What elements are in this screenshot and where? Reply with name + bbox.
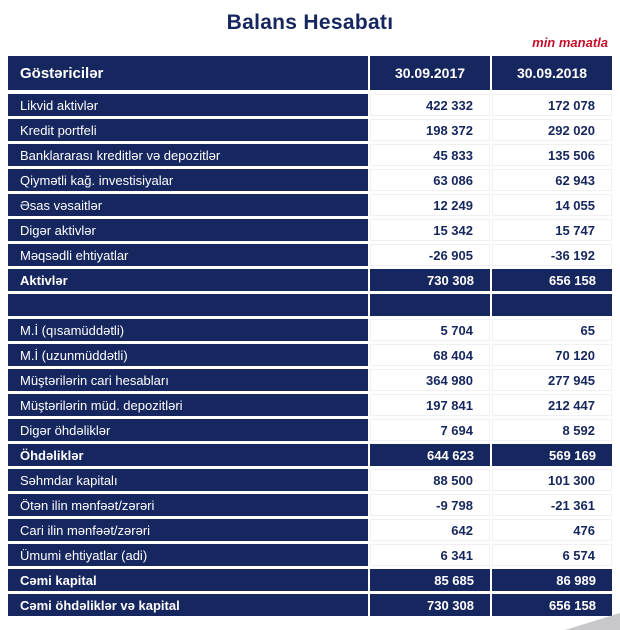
value-2017: 45 833 bbox=[370, 144, 490, 166]
value-2017: -9 798 bbox=[370, 494, 490, 516]
row-label: Ümumi ehtiyatlar (adi) bbox=[8, 544, 368, 566]
value-2017: 85 685 bbox=[370, 569, 490, 591]
value-2017: 364 980 bbox=[370, 369, 490, 391]
value-2018: -36 192 bbox=[492, 244, 612, 266]
table-header-row bbox=[8, 56, 612, 90]
value-2018: 6 574 bbox=[492, 544, 612, 566]
value-2018: 172 078 bbox=[492, 94, 612, 116]
value-2018: 656 158 bbox=[492, 269, 612, 291]
value-2018: 14 055 bbox=[492, 194, 612, 216]
table-row bbox=[8, 494, 612, 516]
table-row bbox=[8, 344, 612, 366]
row-label: M.İ (uzunmüddətli) bbox=[8, 344, 368, 366]
table-row bbox=[8, 169, 612, 191]
table-row bbox=[8, 119, 612, 141]
value-2018: 8 592 bbox=[492, 419, 612, 441]
row-label: Səhmdar kapitalı bbox=[8, 469, 368, 491]
value-2017: 15 342 bbox=[370, 219, 490, 241]
value-2018: 65 bbox=[492, 319, 612, 341]
value-2017: 7 694 bbox=[370, 419, 490, 441]
row-label: Cəmi öhdəliklər və kapital bbox=[8, 594, 368, 616]
row-label: Kredit portfeli bbox=[8, 119, 368, 141]
row-label: Ötən ilin mənfəət/zərəri bbox=[8, 494, 368, 516]
total-row bbox=[8, 569, 612, 591]
table-row bbox=[8, 369, 612, 391]
value-2017: 6 341 bbox=[370, 544, 490, 566]
header-date-2018: 30.09.2018 bbox=[492, 56, 612, 90]
row-label: Cari ilin mənfəət/zərəri bbox=[8, 519, 368, 541]
table-rows bbox=[8, 94, 612, 616]
unit-note: min manatla bbox=[532, 35, 608, 50]
row-label: Digər aktivlər bbox=[8, 219, 368, 241]
header-indicators: Göstəricilər bbox=[8, 56, 368, 90]
value-2017: 198 372 bbox=[370, 119, 490, 141]
header-date-2017: 30.09.2017 bbox=[370, 56, 490, 90]
table-row bbox=[8, 194, 612, 216]
value-2018: 70 120 bbox=[492, 344, 612, 366]
value-2017: 88 500 bbox=[370, 469, 490, 491]
table-row bbox=[8, 544, 612, 566]
page-title: Balans Hesabatı bbox=[226, 11, 394, 34]
value-2018: 277 945 bbox=[492, 369, 612, 391]
balance-table bbox=[8, 56, 612, 619]
value-2018: 569 169 bbox=[492, 444, 612, 466]
total-row bbox=[8, 269, 612, 291]
value-2018: 86 989 bbox=[492, 569, 612, 591]
row-label: Müştərilərin müd. depozitləri bbox=[8, 394, 368, 416]
total-row bbox=[8, 594, 612, 616]
value-2017: 5 704 bbox=[370, 319, 490, 341]
row-label: Banklararası kreditlər və depozitlər bbox=[8, 144, 368, 166]
value-2017: -26 905 bbox=[370, 244, 490, 266]
table-row bbox=[8, 419, 612, 441]
table-row bbox=[8, 94, 612, 116]
value-2017: 644 623 bbox=[370, 444, 490, 466]
row-label: M.İ (qısamüddətli) bbox=[8, 319, 368, 341]
row-label bbox=[8, 294, 368, 316]
value-2018: 62 943 bbox=[492, 169, 612, 191]
table-row bbox=[8, 144, 612, 166]
value-2017: 730 308 bbox=[370, 594, 490, 616]
row-label: Qiymətli kağ. investisiyalar bbox=[8, 169, 368, 191]
value-2018: 212 447 bbox=[492, 394, 612, 416]
value-2017 bbox=[370, 294, 490, 316]
value-2018: -21 361 bbox=[492, 494, 612, 516]
row-label: Likvid aktivlər bbox=[8, 94, 368, 116]
value-2017: 68 404 bbox=[370, 344, 490, 366]
spacer-row bbox=[8, 294, 612, 316]
value-2018: 656 158 bbox=[492, 594, 612, 616]
total-row bbox=[8, 444, 612, 466]
table-row bbox=[8, 219, 612, 241]
value-2017: 63 086 bbox=[370, 169, 490, 191]
table-row bbox=[8, 319, 612, 341]
value-2017: 422 332 bbox=[370, 94, 490, 116]
table-row bbox=[8, 244, 612, 266]
value-2018: 292 020 bbox=[492, 119, 612, 141]
value-2017: 642 bbox=[370, 519, 490, 541]
value-2017: 730 308 bbox=[370, 269, 490, 291]
value-2018: 135 506 bbox=[492, 144, 612, 166]
table-row bbox=[8, 394, 612, 416]
table-row bbox=[8, 469, 612, 491]
row-label: Digər öhdəliklər bbox=[8, 419, 368, 441]
row-label: Öhdəliklər bbox=[8, 444, 368, 466]
row-label: Aktivlər bbox=[8, 269, 368, 291]
row-label: Cəmi kapital bbox=[8, 569, 368, 591]
value-2018 bbox=[492, 294, 612, 316]
value-2018: 101 300 bbox=[492, 469, 612, 491]
row-label: Müştərilərin cari hesabları bbox=[8, 369, 368, 391]
value-2017: 197 841 bbox=[370, 394, 490, 416]
value-2017: 12 249 bbox=[370, 194, 490, 216]
table-row bbox=[8, 519, 612, 541]
value-2018: 15 747 bbox=[492, 219, 612, 241]
row-label: Məqsədli ehtiyatlar bbox=[8, 244, 368, 266]
value-2018: 476 bbox=[492, 519, 612, 541]
row-label: Əsas vəsaitlər bbox=[8, 194, 368, 216]
